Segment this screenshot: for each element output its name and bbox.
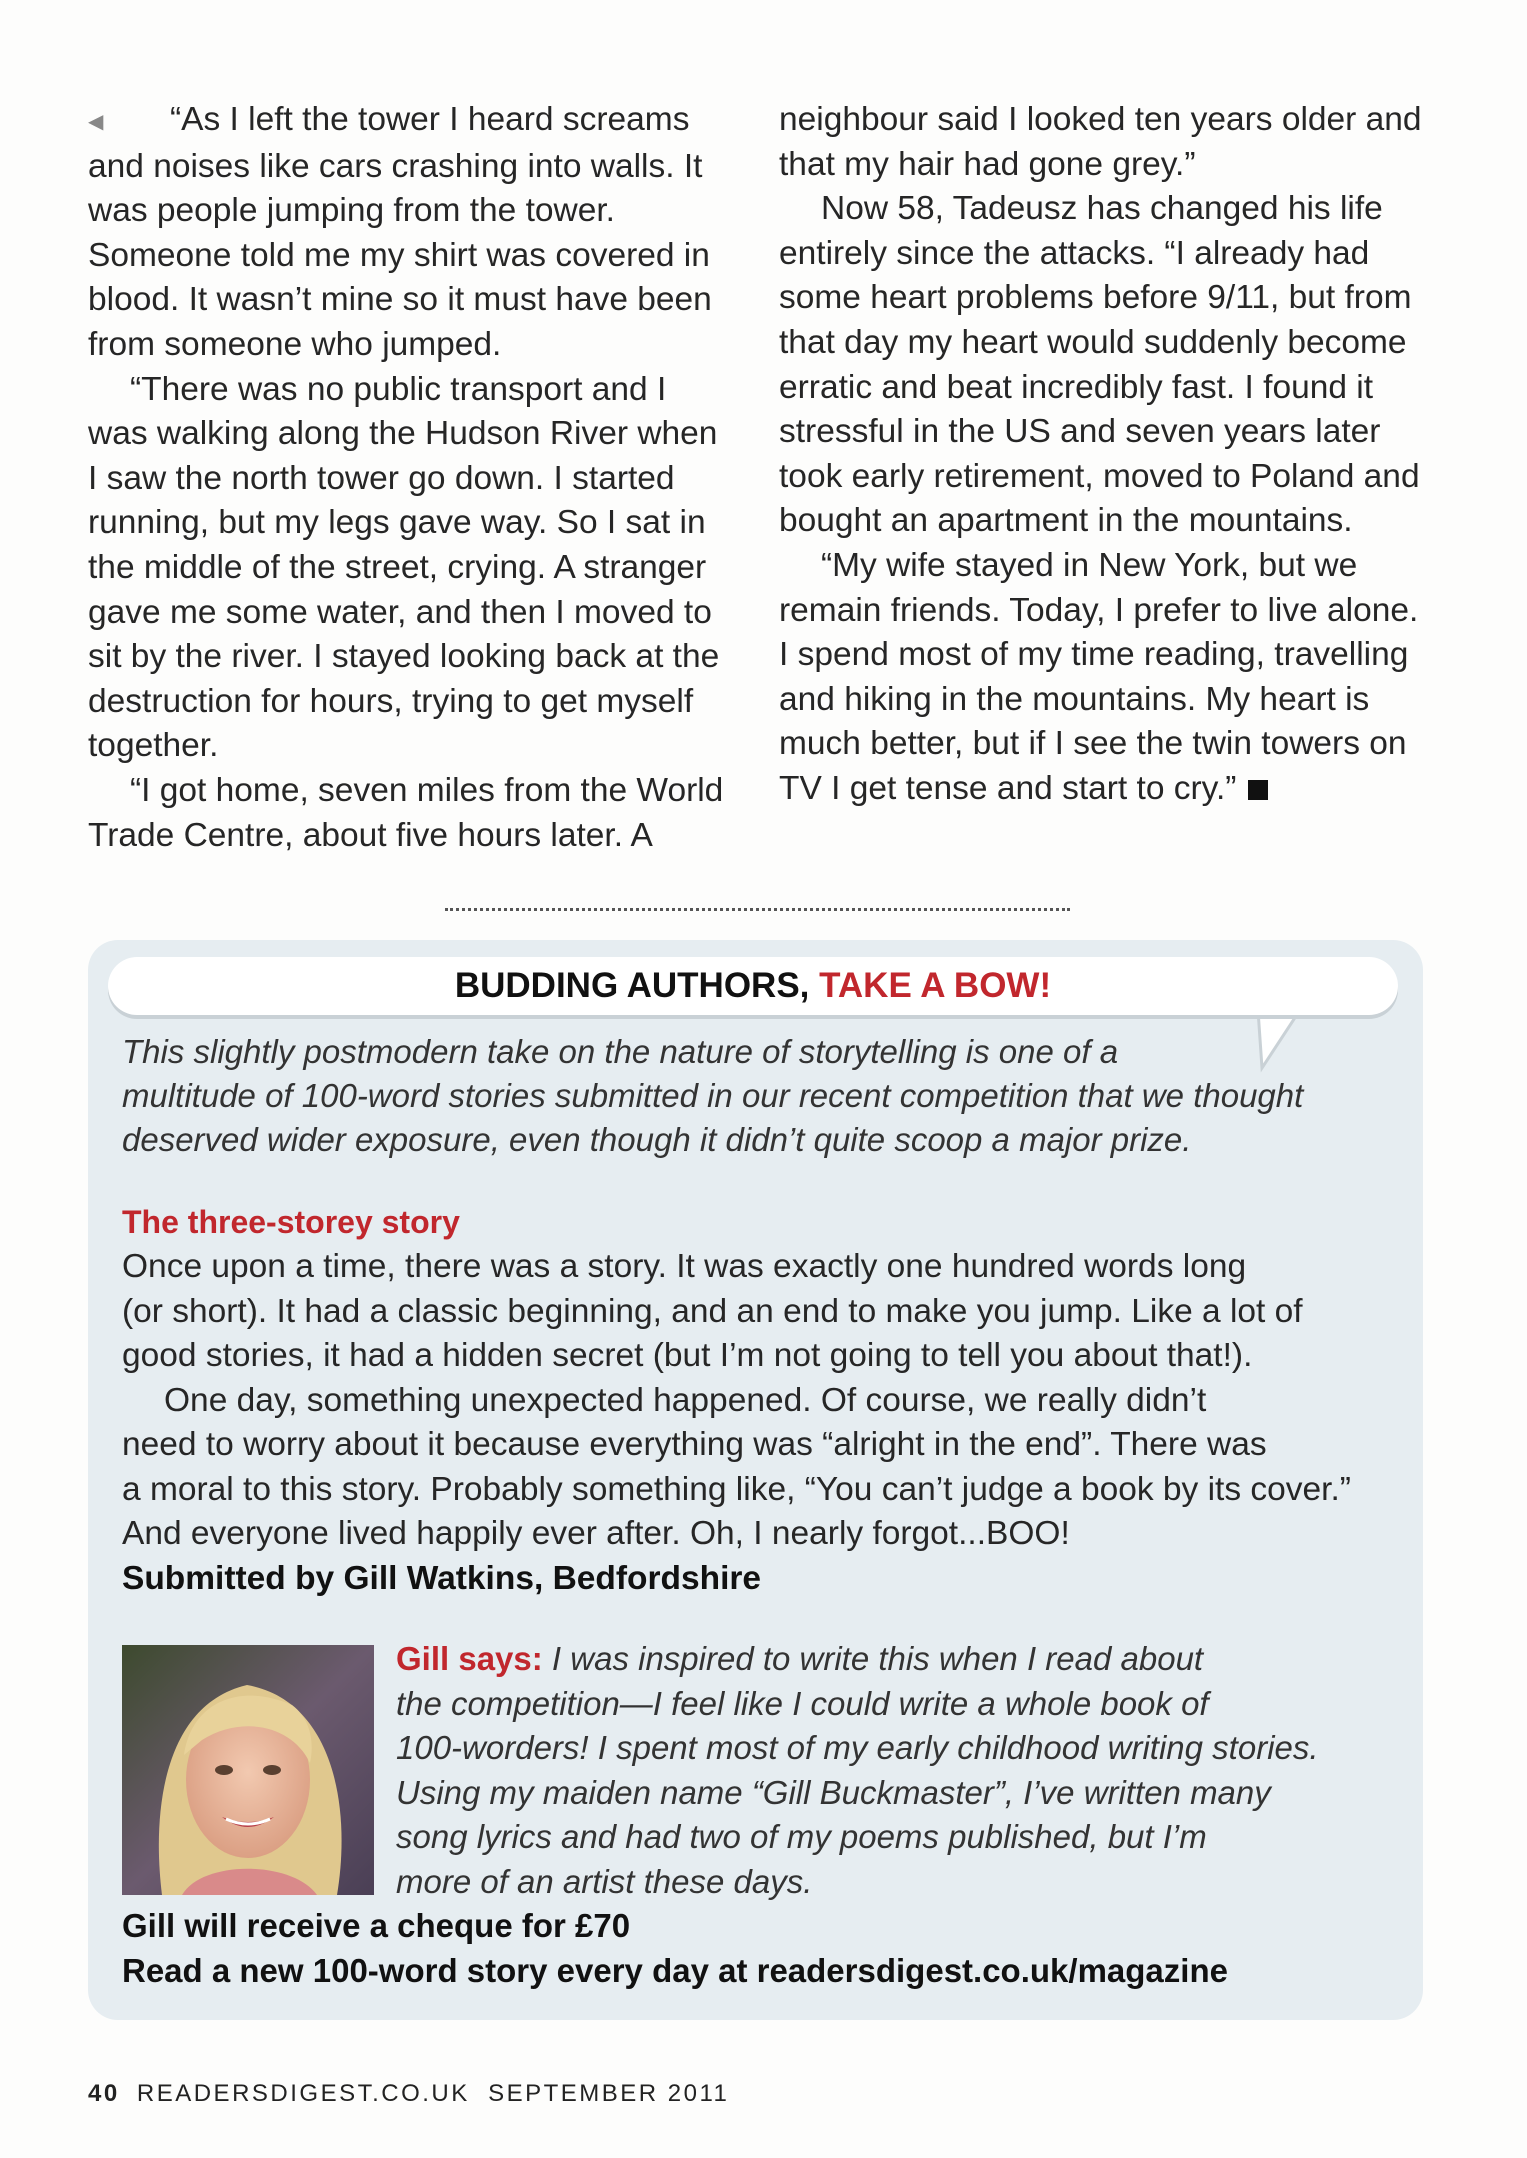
- continuation-arrow-icon: ◀: [88, 111, 104, 133]
- box-heading: [108, 957, 1398, 1015]
- quote-line: 100-worders! I spent most of my early childhood writing stories.: [396, 1729, 1319, 1766]
- page-number: 40: [88, 2080, 120, 2107]
- quote-label: Gill says:: [396, 1640, 552, 1677]
- story-title: The three-storey story: [122, 1204, 460, 1240]
- story-line: One day, something unexpected happened. Of course, we really didn’t: [164, 1381, 1207, 1419]
- author-photo: [122, 1645, 374, 1895]
- story-line: need to worry about it because everything was “alright in the end”. There was: [122, 1426, 1267, 1463]
- cheque-line: Gill will receive a cheque for £70: [122, 1907, 631, 1944]
- quote-line: Using my maiden name “Gill Buckmaster”, I’ve written many: [396, 1773, 1271, 1811]
- intro-line: multitude of 100-word stories submitted in our recent competition that we thought: [122, 1077, 1304, 1114]
- author-quote: [396, 1637, 1396, 1904]
- box-intro: [122, 1030, 1372, 1162]
- story-byline: Submitted by Gill Watkins, Bedfordshire: [122, 1559, 762, 1597]
- story-line: Once upon a time, there was a story. It was exactly one hundred words long: [122, 1248, 1247, 1285]
- article-column-left: [88, 98, 733, 858]
- paragraph: Now 58, Tadeusz has changed his life entirely since the attacks. “I already had some heart problems before 9/11, but from that day my heart would suddenly become erratic and beat incredibly fast. I found it stressful in the US and seven years later took early retirement, moved to Poland and bought an apartment in the mountains.: [779, 190, 1420, 540]
- quote-line: I was inspired to write this when I read about: [551, 1640, 1204, 1677]
- intro-line: This slightly postmodern take on the nature of storytelling is one of a: [122, 1033, 1119, 1070]
- section-divider: [445, 908, 1070, 911]
- story-line: good stories, it had a hidden secret (but I’m not going to tell you about that!).: [122, 1337, 1253, 1374]
- intro-line: deserved wider exposure, even though it didn’t quite scoop a major prize.: [122, 1121, 1192, 1158]
- story-line: And everyone lived happily ever after. Oh, I nearly forgot...BOO!: [122, 1515, 1070, 1552]
- end-of-article-square-icon: [1248, 780, 1268, 800]
- story-body: [122, 1245, 1372, 1601]
- quote-line: more of an artist these days.: [396, 1862, 813, 1900]
- paragraph: “I got home, seven miles from the World Trade Centre, about five hours later. A: [88, 771, 724, 854]
- box-heading-highlight: TAKE A BOW!: [819, 966, 1052, 1005]
- article-column-right: [779, 98, 1424, 812]
- paragraph: “There was no public transport and I was walking along the Hudson River when I saw the north tower go down. I started running, but my legs gave way. So I sat in the middle of the street, crying. A stranger gave me some water, and then I moved to sit by the river. I stayed looking back at the destruction for hours, trying to get myself together.: [88, 370, 720, 765]
- paragraph: “As I left the tower I heard screams and noises like cars crashing into walls. It was people jumping from the tower. Someone told me my shirt was covered in blood. It wasn’t mine so it must have been from someone who jumped.: [88, 101, 712, 363]
- box-heading-text: BUDDING AUTHORS,: [454, 966, 820, 1005]
- prize-info: [122, 1903, 1372, 1993]
- story-line: (or short). It had a classic beginning, and an end to make you jump. Like a lot of: [122, 1292, 1303, 1330]
- page-footer: [88, 2080, 729, 2108]
- publication-info: READERSDIGEST.CO.UK SEPTEMBER 2011: [136, 2080, 730, 2107]
- paragraph: “My wife stayed in New York, but we remain friends. Today, I prefer to live alone. I spend most of my time reading, travelling and hiking in the mountains. My heart is much better, but if I see the twin towers on TV I get tense and start to cry.”: [779, 546, 1419, 807]
- quote-line: the competition—I feel like I could write a whole book of: [396, 1684, 1209, 1722]
- quote-line: song lyrics and had two of my poems published, but I’m: [396, 1818, 1207, 1855]
- story-line: a moral to this story. Probably something like, “You can’t judge a book by its cover.”: [122, 1470, 1351, 1508]
- paragraph: neighbour said I looked ten years older and that my hair had gone grey.”: [779, 101, 1422, 183]
- read-more-line: Read a new 100-word story every day at readersdigest.co.uk/magazine: [122, 1952, 1228, 1989]
